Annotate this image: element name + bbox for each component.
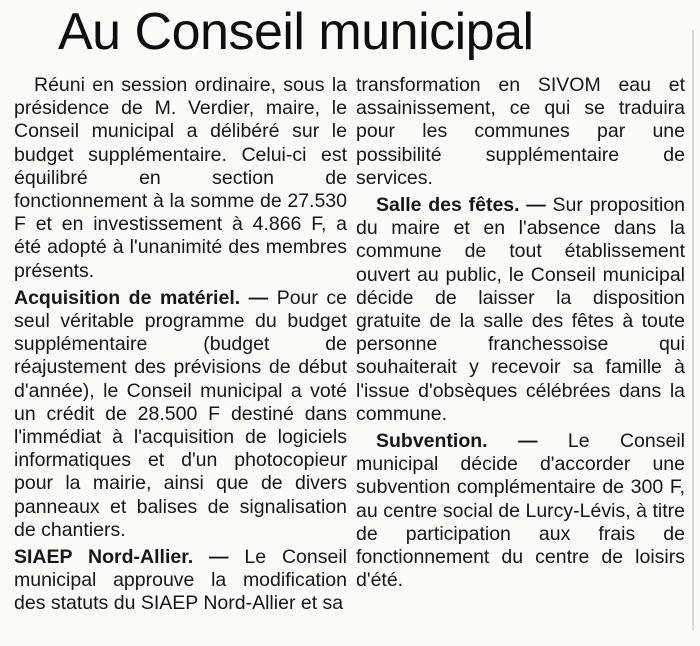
section-acquisition [14,287,347,542]
section-heading-siaep: SIAEP Nord-Allier. — [14,546,229,569]
article-column-right [356,74,685,592]
intro-text: Réuni en session ordinaire, sous la présidence de M. Verdier, maire, le Conseil municipal a délibéré sur le budget supplémentaire. Celui-ci est équilibré en section de fonctionnement à la somme de 27.530 F et en investissement à 4.866 F, a été adopté à l'unanimité des membres présents. [14,74,347,282]
section-body-siaep: Le Conseil municipal approuve la modification des statuts du SIAEP Nord-Allier et sa [14,546,347,615]
section-siaep-continued: transformation en SIVOM eau et assainissement, ce qui se traduira pour les communes par une possibilité supplémentaire de services. [356,74,685,189]
article-headline: Au Conseil municipal [58,3,534,61]
section-heading-salle: Salle des fêtes. — [376,194,546,217]
section-siaep [14,546,347,616]
article-column-left [14,74,347,616]
section-subvention [356,430,685,592]
section-body-subvention: Le Conseil municipal décide d'accorder une subvention complémentaire de 300 F, au centre social de Lurcy-Lévis, à titre de participation aux frais de fonctionnement du centre de loisirs d'été. [356,430,685,592]
section-body-acquisition: Pour ce seul véritable programme du budget supplémentaire (budget de réajustement des prévisions de début d'année), le Conseil municipal a voté un crédit de 28.500 F destiné dans l'immédiat à l'acquisition de logiciels informatiques et d'un photocopieur pour la mairie, ainsi que de divers panneaux et balises de signalisation de chantiers. [14,286,348,541]
section-heading-acquisition: Acquisition de matériel. — [14,286,269,309]
section-heading-subvention: Subvention. — [376,430,538,453]
section-salle [356,194,685,426]
column-edge-rule [692,30,694,630]
section-body-salle: Sur proposition du maire et en l'absence dans la commune de tout établissement ouvert au public, le Conseil municipal décide de laisser la disposition gratuite de la salle des fêtes à toute personne franchessoise qui souhaiterait y recevoir sa famille à l'issue d'obsèques célébrées dans la commune. [356,194,686,425]
intro-paragraph [14,74,347,283]
